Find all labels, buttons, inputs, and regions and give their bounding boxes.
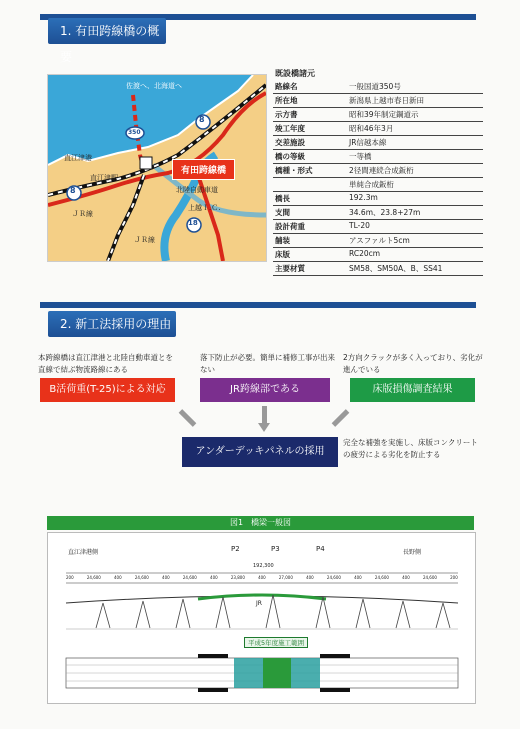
- spec-key: 交差施設: [273, 136, 347, 150]
- spec-value: RC20cm: [347, 248, 483, 262]
- fig-dimension-label: 27,000: [278, 575, 293, 580]
- fig-jr-label: JR: [256, 600, 262, 607]
- spec-key: 支間: [273, 206, 347, 220]
- reason-note-3: 2方向クラックが多く入っており、劣化が進んでいる: [343, 353, 483, 374]
- map-label-sado: 佐渡へ、北海道へ: [126, 82, 182, 90]
- spec-value: 昭和46年3月: [347, 122, 483, 136]
- spec-value: 34.6m、23.8+27m: [347, 206, 483, 220]
- fig-span-total: 192,300: [253, 563, 274, 569]
- fig-dimension-row: [66, 575, 458, 580]
- fig-dimension-label: 400: [354, 575, 362, 580]
- arrow-head-2: [258, 423, 270, 432]
- spec-row: [273, 80, 483, 94]
- spec-row: [273, 136, 483, 150]
- location-map: [47, 74, 267, 262]
- route-8b-shield-label: 8: [70, 186, 76, 195]
- spec-key: 主要材質: [273, 262, 347, 276]
- arrow-stem-3: [332, 409, 350, 427]
- fig-scope-label: 平成5年度施工範囲: [244, 637, 308, 648]
- spec-row: [273, 262, 483, 276]
- spec-key: 所在地: [273, 94, 347, 108]
- reason-box-live-load: B活荷重(T-25)による対応: [40, 378, 175, 402]
- map-label-jr1: ＪＲ線: [72, 210, 93, 218]
- spec-key: 床版: [273, 248, 347, 262]
- fig-dimension-label: 400: [306, 575, 314, 580]
- bridge-drawing: [47, 532, 476, 704]
- section2-tab: [40, 302, 476, 308]
- spec-value: JR信越本線: [347, 136, 483, 150]
- route-350-shield-label: 350: [128, 129, 141, 136]
- bridge-callout: 有田跨線橋: [172, 159, 235, 180]
- spec-row: [273, 192, 483, 206]
- fig-dimension-label: 24,600: [422, 575, 437, 580]
- spec-key: 設計荷重: [273, 220, 347, 234]
- spec-value: 一等橋: [347, 150, 483, 164]
- spec-key: 示方書: [273, 108, 347, 122]
- arrow-stem-2: [262, 406, 267, 424]
- spec-title: 既設橋諸元: [275, 69, 315, 78]
- fig-dimension-label: 24,600: [326, 575, 341, 580]
- spec-value: SM58、SM50A、B、SS41: [347, 262, 483, 276]
- spec-key: 竣工年度: [273, 122, 347, 136]
- spec-value: 単純合成鈑桁: [347, 178, 483, 192]
- map-label-port: 直江津港: [64, 154, 92, 162]
- figure-title-bar: 図1 橋梁一般図: [47, 516, 474, 530]
- fig-dimension-label: 200: [450, 575, 458, 580]
- fig-dimension-label: 200: [66, 575, 74, 580]
- fig-dimension-label: 24,600: [134, 575, 149, 580]
- fig-dimension-label: 400: [402, 575, 410, 580]
- arrow-stem-1: [179, 409, 197, 427]
- reason-note-2: 落下防止が必要。簡単に補修工事が出来ない: [200, 353, 335, 374]
- bridge-drawing-svg: [48, 533, 475, 703]
- fig-left-label: 直江津港側: [68, 549, 99, 556]
- section1-header: 1. 有田跨線橋の概要: [48, 18, 166, 44]
- map-label-ic: 上越Ｉ.Ｃ.: [188, 204, 221, 212]
- fig-dimension-label: 400: [210, 575, 218, 580]
- route-18-shield-label: 18: [188, 219, 198, 227]
- fig-dimension-label: 400: [114, 575, 122, 580]
- spec-value: 2径間連続合成鈑桁: [347, 164, 483, 178]
- fig-dimension-label: 23,800: [230, 575, 245, 580]
- spec-key: 橋種・形式: [273, 164, 347, 178]
- fig-dimension-label: 24,600: [86, 575, 101, 580]
- map-label-jr2: ＪＲ線: [134, 236, 155, 244]
- section2-header: 2. 新工法採用の理由: [48, 311, 176, 337]
- spec-row: [273, 108, 483, 122]
- reason-box-deck-survey: 床版損傷調査結果: [350, 378, 475, 402]
- fig-p3: P3: [271, 545, 280, 553]
- spec-table: [273, 80, 483, 276]
- spec-row: [273, 248, 483, 262]
- spec-row: [273, 164, 483, 178]
- fig-p2: P2: [231, 545, 240, 553]
- reason-box-jr-crossing: JR跨線部である: [200, 378, 330, 402]
- spec-value: アスファルト5cm: [347, 234, 483, 248]
- spec-row: [273, 220, 483, 234]
- fig-dimension-label: 400: [258, 575, 266, 580]
- spec-key: 路線名: [273, 80, 347, 94]
- spec-row: [273, 150, 483, 164]
- spec-row: [273, 206, 483, 220]
- fig-dimension-label: 24,600: [182, 575, 197, 580]
- result-box-underdeck-panel: アンダーデッキパネルの採用: [182, 437, 338, 467]
- fig-dimension-label: 400: [162, 575, 170, 580]
- spec-key: [273, 178, 347, 192]
- spec-row: [273, 178, 483, 192]
- spec-value: 新潟県上越市春日新田: [347, 94, 483, 108]
- route-8-shield-label: 8: [199, 115, 205, 124]
- spec-row: [273, 234, 483, 248]
- spec-value: TL-20: [347, 220, 483, 234]
- spec-value: 192.3m: [347, 192, 483, 206]
- spec-key: 舗装: [273, 234, 347, 248]
- spec-row: [273, 122, 483, 136]
- reason-note-1: 本跨線橋は直江津港と北陸自動車道とを直線で結ぶ物流路線にある: [38, 353, 173, 374]
- map-label-station: 直江津駅: [90, 174, 118, 182]
- map-label-expressway: 北陸自動車道: [176, 186, 218, 194]
- spec-row: [273, 94, 483, 108]
- spec-key: 橋の等級: [273, 150, 347, 164]
- fig-dimension-label: 24,600: [374, 575, 389, 580]
- result-note: 完全な補強を実施し、床版コンクリートの疲労による劣化を防止する: [343, 438, 478, 459]
- spec-value: 昭和39年制定鋼道示: [347, 108, 483, 122]
- spec-value: 一般国道350号: [347, 80, 483, 94]
- fig-right-label: 長野側: [403, 549, 422, 556]
- fig-p4: P4: [316, 545, 325, 553]
- spec-key: 橋長: [273, 192, 347, 206]
